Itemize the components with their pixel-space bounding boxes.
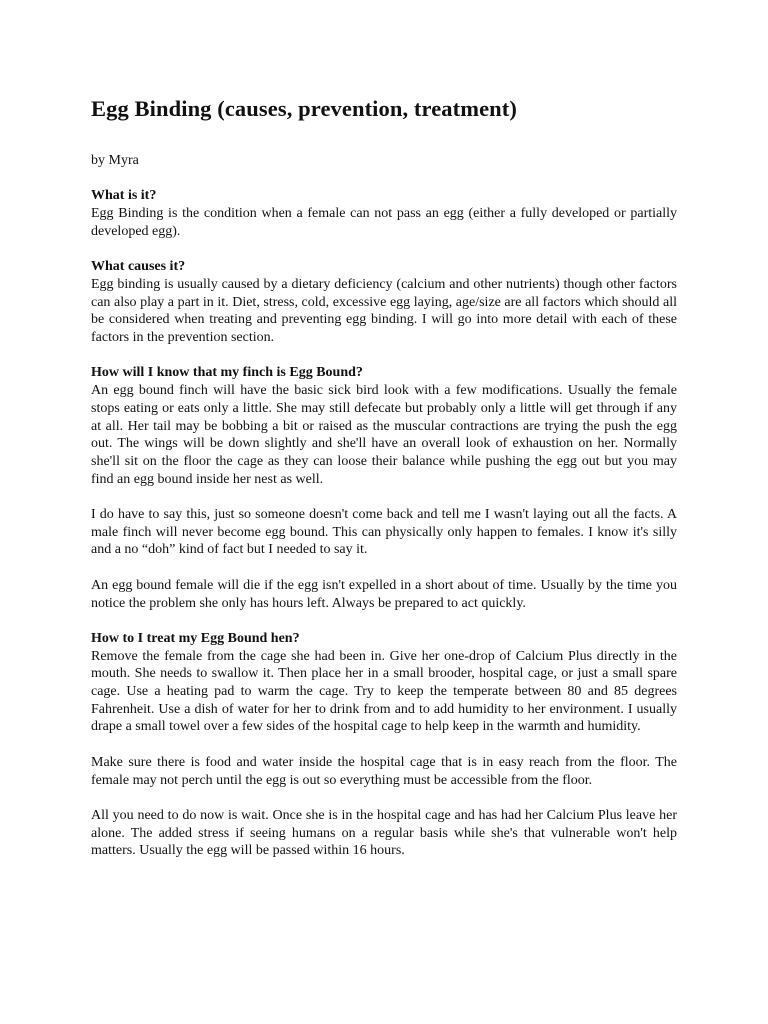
section-what-causes-it <box>91 258 677 347</box>
section-paragraph: Remove the female from the cage she had been in. Give her one-drop of Calcium Plus directly in the mouth. She needs to swallow it. Then place her in a small brooder, hospital cage, or just a small spare cage. Use a heating pad to warm the cage. Try to keep the temperate between 80 and 85 degrees Fahrenheit. Use a dish of water for her to drink from and to add humidity to her environment. I usually drape a small towel over a few sides of the hospital cage to help keep in the warmth and humidity. <box>91 648 677 735</box>
section-paragraph: An egg bound finch will have the basic sick bird look with a few modifications. Usually the female stops eating or eats only a little. She may still defecate but probably only a little will get through if any at all. Her tail may be bobbing a bit or raised as the muscular contractions are trying the push the egg out. The wings will be down slightly and she'll have an overall look of exhaustion on her. Normally she'll sit on the floor the cage as they can loose their balance while pushing the egg out but you may find an egg bound inside her nest as well. <box>91 383 677 487</box>
section-paragraph: Egg binding is usually caused by a dietary deficiency (calcium and other nutrients) though other factors can also play a part in it. Diet, stress, cold, excessive egg laying, age/size are all factors which should all be considered when treating and preventing egg binding. I will go into more detail with each of these factors in the prevention section. <box>91 276 677 345</box>
section-paragraph: Egg Binding is the condition when a female can not pass an egg (either a fully developed or partially developed egg). <box>91 206 677 239</box>
section-heading: How to I treat my Egg Bound hen? <box>91 630 300 646</box>
section-heading: What causes it? <box>91 259 186 275</box>
section-what-is-it <box>91 187 677 240</box>
section-paragraph: An egg bound female will die if the egg isn't expelled in a short about of time. Usually by the time you notice the problem she only has hours left. Always be prepared to act quickly. <box>91 577 677 611</box>
section-heading: How will I know that my finch is Egg Bound? <box>91 365 363 381</box>
document-page <box>91 94 677 860</box>
section-paragraph: Make sure there is food and water inside the hospital cage that is in easy reach from the floor. The female may not perch until the egg is out so everything must be accessible from the floor. <box>91 754 677 788</box>
section-paragraph: I do have to say this, just so someone doesn't come back and tell me I wasn't laying out all the facts. A male finch will never become egg bound. This can physically only happen to females. I know it's silly and a no “doh” kind of fact but I needed to say it. <box>91 507 677 558</box>
author-byline: by Myra <box>91 153 139 168</box>
section-how-to-treat <box>91 630 677 860</box>
section-heading: What is it? <box>91 188 157 204</box>
document-title: Egg Binding (causes, prevention, treatment) <box>91 96 517 121</box>
section-how-to-know <box>91 364 677 612</box>
section-paragraph: All you need to do now is wait. Once she is in the hospital cage and has had her Calcium Plus leave her alone. The added stress if seeing humans on a regular basis while she's that vulnerable won't help matters. Usually the egg will be passed within 16 hours. <box>91 807 677 859</box>
